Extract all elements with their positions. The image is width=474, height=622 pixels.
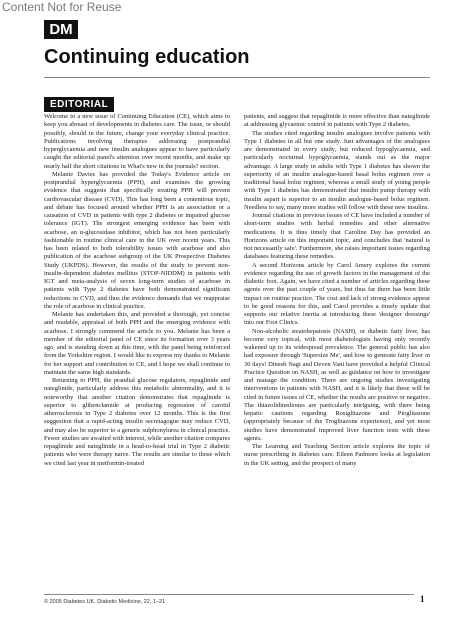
page-title: Continuing education: [44, 46, 250, 68]
page-number: 1: [420, 594, 425, 604]
watermark: Content Not for Reuse: [2, 0, 122, 14]
paragraph: A second Horizons article by Carol Amery explores the current evidence regarding the use of growth factors in the management of the diabetic foot. Again, we have cited a number of articles regarding these agents over the past couple of years, but thus far there has been little impact on routine practice. The cost and lack of strong evidence appear to be good reasons for this, and Carol provides a timely update that supports our relative inertia at introducing these 'designer dressings' into our Foot Clinics.: [244, 261, 430, 327]
divider: [44, 77, 430, 78]
paragraph: Returning to PPH, the prandial glucose regulators, repaglinide and nateglinide, particularly address this metabolic abnormality, and it is noteworthy that another citation demonstrates that repaglinide is superior to glibenclamide at producing regression of carotid atherosclerosis in Type 2 diabetes over 12 months. This is the first suggestion that a rapid-acting insulin secretagogue may reduce CVD, and may also be superior to a generic sulphonylurea in clinical practice. Fewer studies are awaited with interest, while another citation compares repaglinide and nateglinide in a head-to-head trial in Type 2 diabetic patients who were therapy naive. The results are similar to those which we cited last year in metformin-treated: [44, 377, 230, 467]
footer-citation: © 2005 Diabetes UK. Diabetic Medicine, 22, 1–21: [44, 599, 166, 605]
paragraph: patients, and suggest that repaglinide is more effective than nateglinide at addressing glycaemic control in patients with Type 2 diabetes.: [244, 113, 430, 129]
paragraph: Melanie has undertaken this, and provided a thorough, yet concise and readable, appraisal of both PPH and the emerging evidence with acarbose. I strongly commend the article to you. Melanie has been a member of the editorial panel of CE since its formation over 3 years ago, and is standing down at this time, with the panel being reinforced from the Yorkshire region. I would like to express my thanks to Melanie for her support and contribution to CE, and I hope we shall continue to maintain the same high standards.: [44, 311, 230, 376]
footer-rule: [44, 594, 414, 595]
section-badge: EDITORIAL: [44, 97, 114, 112]
paragraph: Welcome to a new issue of Continuing Education (CE), which aims to keep you abreast of developments in diabetes care. The issue, or should possibly, should in the future, change your everyday clinical practice. Publications involving therapies addressing postprandial hyperglycaemia and new insulin analogues appear to have particularly caught the editorial panel's attention over recent months, and make up nearly half the short citations in What's new in the journals? section.: [44, 113, 230, 170]
paragraph: Melanie Davies has provided the Today's Evidence article on postprandial hyperglycaemia (PPH), and examines the growing evidence that suggests that specifically treating PPH will prevent cardiovascular disease (CVD). This has long been a contentious topic, and debate has focused around whether PPH is an association or a causation of CVD in patients with type 2 diabetes or impaired glucose tolerance (IGT). The strongest emerging evidence has been with acarbose, an α-glucosidase inhibitor, which has not been particularly fashionable in routine clinical care in the UK over recent years. This has been related to both tolerability issues with acarbose and also publication of the acarbose subgroup of the UK Prospective Diabetes Study (UKPDS). However, the results of the study to prevent non-insulin-dependent diabetes mellitus (STOP-NIDDM) in patients with IGT and meta-analysis of seven long-term studies of acarbose in patients with Type 2 diabetes have both demonstrated significant reductions in CVD, and thus the evidence demands that we reappraise the role of acarbose in clinical practice.: [44, 170, 230, 310]
paragraph: Non-alcoholic steatohepatosis (NASH), or diabetic fatty liver, has become very topical, with most diabetologists having only recently wakened up to its widespread prevalence. The general public has also had exposure through 'Supersize Me', and how to generate fatty liver in 30 days! Dinesh Nagi and Deven Vani have provided a helpful Clinical Practice Question on NASH, as well as guidance on how to investigate and manage the condition. There are ongoing studies investigating interventions in patients with NASH, and it is likely that these will be cited in future issues of CE, whether the results are positive or negative. The thiazolidinediones are particularly intriguing, with there being hepatic cautions regarding Rosiglitazone and Pioglitazone (appropriately because of the Troglitazone experience), and yet most studies have demonstrated improved liver function tests with these agents.: [244, 327, 430, 442]
paragraph: Journal citations in previous issues of CE have included a number of short-term studies with herbal remedies and other alternative medications. It is thus timely that Caroline Day has provided an Horizons article on this important topic, and concludes that 'natural is not necessarily safe'. Furthermore, she raises important issues regarding databases featuring these remedies.: [244, 212, 430, 261]
journal-logo: DM: [44, 20, 78, 39]
right-column: [244, 113, 430, 468]
paragraph: The Learning and Teaching Section article explores the topic of nurse prescribing in diabetes care. Eileen Padmore looks at legislation in the UK setting, and the prospect of many: [244, 443, 430, 467]
left-column: [44, 113, 230, 468]
paragraph: The studies cited regarding insulin analogues involve patients with Type 1 diabetes in all but one study. Just advantages of the analogues are demonstrated in every study, but reduced hypoglycaemia, and particularly nocturnal hypoglycaemia, stands out as the major advantage. A large study in adults with Type 1 diabetes has shown the superiority of an insulin analogue-based basal bolus regimen over a traditional basal bolus regimen, whereas a small study of young people with Type 1 diabetes has demonstrated that insulin pump therapy with insulin aspart is superior to an insulin analogue-based bolus regimen. Needless to say, many more studies will follow with these new insulins.: [244, 129, 430, 211]
